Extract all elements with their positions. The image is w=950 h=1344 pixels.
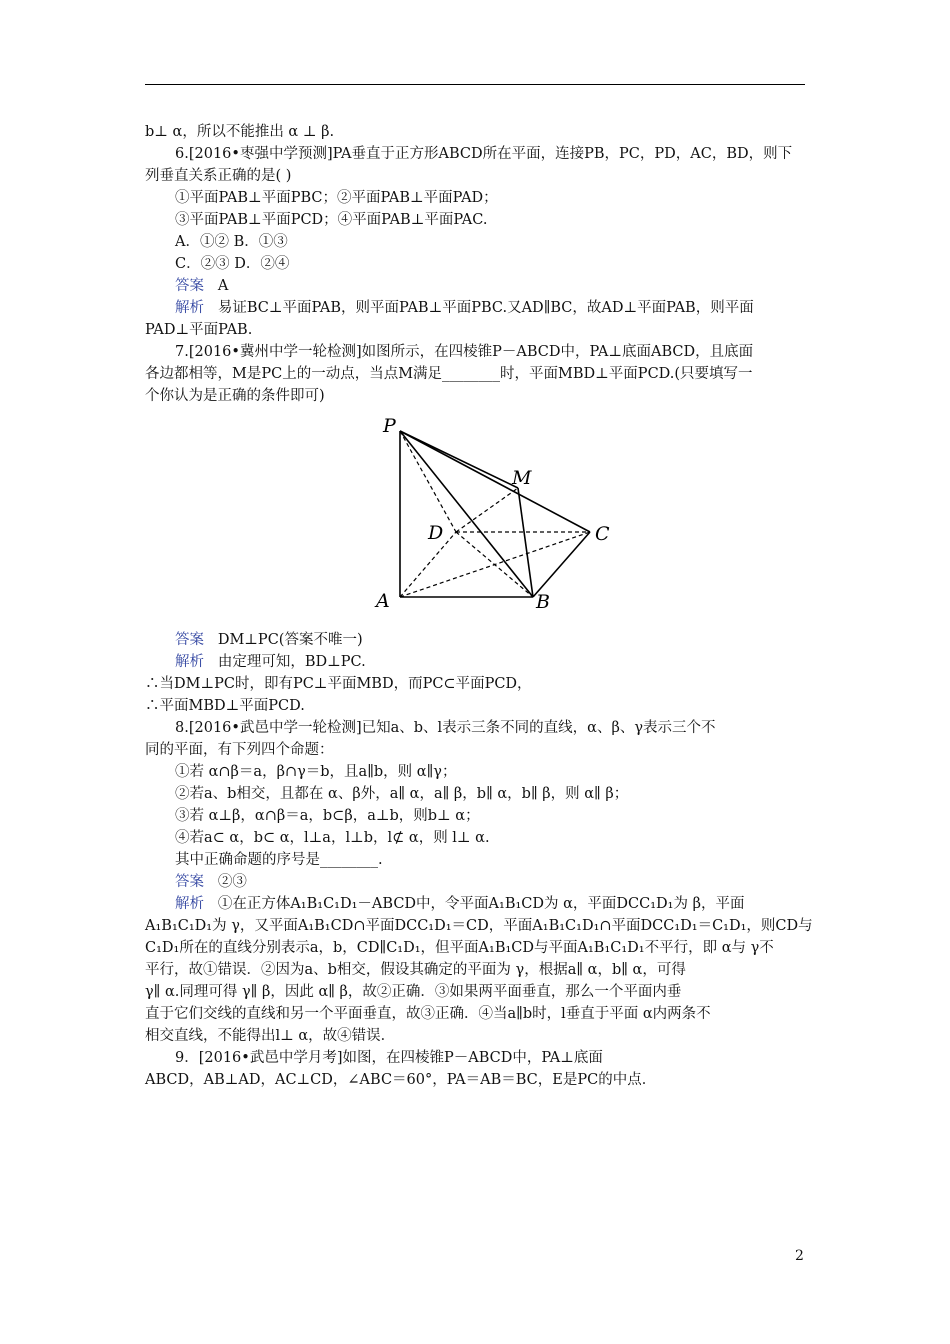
question-9-stem: 9．[2016•武邑中学月考]如图，在四棱锥P－ABCD中，PA⊥底面 <box>175 1050 603 1066</box>
choice-line: A．①② B．①③ <box>175 234 288 250</box>
answer-tag: 答案 <box>175 874 204 890</box>
label-b: B <box>536 591 550 613</box>
text-line: 个你认为是正确的条件即可) <box>145 388 325 404</box>
proposition-line: ③若 α⊥β，α∩β＝a，b⊂β，a⊥b，则b⊥ α； <box>175 808 480 824</box>
question-6-option: ①平面PAB⊥平面PBC；②平面PAB⊥平面PAD； <box>175 190 498 206</box>
question-6-option: ③平面PAB⊥平面PCD；④平面PAB⊥平面PAC. <box>175 212 488 228</box>
choice-line: C．②③ D．②④ <box>175 256 290 272</box>
analysis-tag: 解析 <box>175 654 204 670</box>
text-line: 其中正确命题的序号是________. <box>175 852 383 868</box>
analysis-line <box>175 893 744 915</box>
proposition-line: ④若a⊂ α，b⊂ α，l⊥a，l⊥b，l⊄ α，则 l⊥ α. <box>175 830 490 846</box>
answer-text: DM⊥PC(答案不唯一) <box>217 632 363 648</box>
analysis-line <box>175 297 754 319</box>
text-line: b⊥ α，所以不能推出 α ⊥ β. <box>145 124 335 140</box>
text-line: C₁D₁所在的直线分别表示a，b，CD∥C₁D₁，但平面A₁B₁CD与平面A₁B₁C₁D₁不平行，即 α与 γ不 <box>145 940 774 956</box>
text-line: A₁B₁C₁D₁为 γ，又平面A₁B₁CD∩平面DCC₁D₁＝CD，平面A₁B₁C₁D₁∩平面DCC₁D₁＝C₁D₁，则CD与 <box>145 918 813 934</box>
answer-text: ②③ <box>217 874 247 890</box>
pyramid-figure <box>368 412 630 624</box>
page-number: 2 <box>795 1248 804 1264</box>
text-line: PAD⊥平面PAB. <box>145 322 253 338</box>
text-line: ∴平面MBD⊥平面PCD. <box>145 698 305 714</box>
analysis-text: 由定理可知，BD⊥PC. <box>217 654 366 670</box>
answer-line <box>175 871 247 893</box>
question-6-stem: 6.[2016•枣强中学预测]PA垂直于正方形ABCD所在平面，连接PB，PC，PD，AC，BD，则下 <box>175 146 793 162</box>
text-line: γ∥ α.同理可得 γ∥ β，因此 α∥ β，故②正确．③如果两平面垂直，那么一个平面内垂 <box>145 984 682 1000</box>
analysis-text: 易证BC⊥平面PAB，则平面PAB⊥平面PBC.又AD∥BC，故AD⊥平面PAB，则平面 <box>217 300 754 316</box>
text-line: 同的平面，有下列四个命题： <box>145 742 334 758</box>
text-line: 各边都相等，M是PC上的一动点，当点M满足________时，平面MBD⊥平面PCD.(只要填写一 <box>145 366 753 382</box>
analysis-text: ①在正方体A₁B₁C₁D₁－ABCD中，令平面A₁B₁CD为 α，平面DCC₁D₁为 β，平面 <box>217 896 745 912</box>
text-line: ∴当DM⊥PC时，即有PC⊥平面MBD，而PC⊂平面PCD， <box>145 676 532 692</box>
label-d: D <box>428 522 444 544</box>
label-p: P <box>383 415 396 437</box>
answer-line <box>175 275 228 297</box>
label-c: C <box>595 523 610 545</box>
label-a: A <box>376 590 390 612</box>
text-line: 相交直线，不能得出l⊥ α，故④错误． <box>145 1028 396 1044</box>
answer-line <box>175 629 363 651</box>
analysis-tag: 解析 <box>175 896 204 912</box>
text-line: 直于它们交线的直线和另一个平面垂直，故③正确．④当a∥b时，l垂直于平面 α内两条不 <box>145 1006 711 1022</box>
label-m: M <box>512 467 532 489</box>
text-line: ABCD，AB⊥AD，AC⊥CD，∠ABC＝60°，PA＝AB＝BC，E是PC的中点． <box>145 1072 657 1088</box>
answer-text: A <box>217 278 229 294</box>
text-line: 列垂直关系正确的是( ) <box>145 168 292 184</box>
answer-tag: 答案 <box>175 632 204 648</box>
question-8-stem: 8.[2016•武邑中学一轮检测]已知a、b、l表示三条不同的直线，α、β、γ表示三个不 <box>175 720 716 736</box>
question-7-stem: 7.[2016•冀州中学一轮检测]如图所示，在四棱锥P－ABCD中，PA⊥底面ABCD，且底面 <box>175 344 754 360</box>
analysis-tag: 解析 <box>175 300 204 316</box>
analysis-line <box>175 651 366 673</box>
text-line: 平行，故①错误．②因为a、b相交，假设其确定的平面为 γ，根据a∥ α，b∥ α，可得 <box>145 962 686 978</box>
answer-tag: 答案 <box>175 278 204 294</box>
proposition-line: ①若 α∩β＝a，β∩γ＝b，且a∥b，则 α∥γ； <box>175 764 457 780</box>
proposition-line: ②若a、b相交，且都在 α、β外，a∥ α，a∥ β，b∥ α，b∥ β，则 α∥ β； <box>175 786 629 802</box>
header-rule <box>145 84 805 85</box>
